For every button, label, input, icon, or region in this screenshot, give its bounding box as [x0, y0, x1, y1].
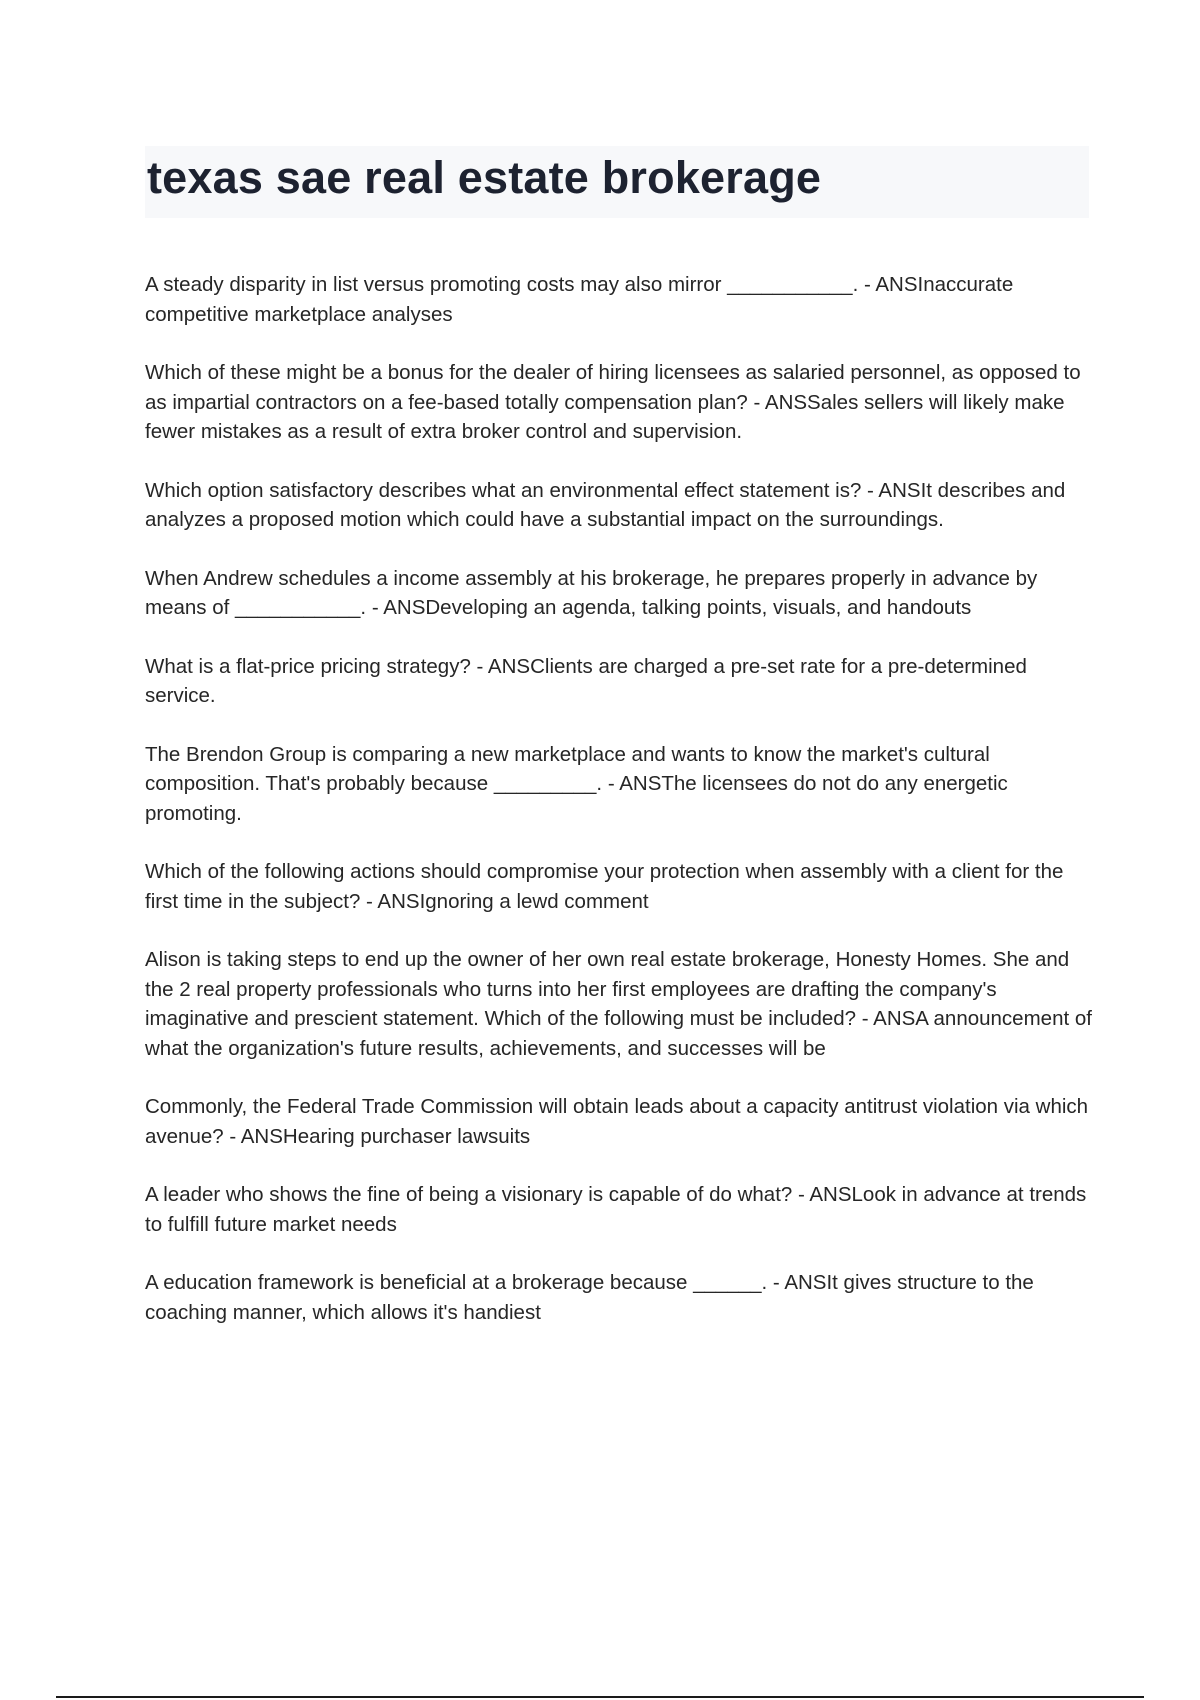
qa-item-11: A education framework is beneficial at a brokerage because ______. - ANSIt gives structure to the coaching manner, which allows it's handiest [145, 1271, 1034, 1324]
qa-item-8: Alison is taking steps to end up the owner of her own real estate brokerage, Honesty Homes. She and the 2 real property professionals who turns into her first employees are drafting the company's imaginative and prescient statement. Which of the following must be included? - ANSA announcement of what the organization's future results, achievements, and successes will be [145, 948, 1092, 1060]
qa-item-3: Which option satisfactory describes what an environmental effect statement is? - ANSIt describes and analyzes a proposed motion which could have a substantial impact on the surroundings. [145, 478, 1066, 531]
qa-item-6: The Brendon Group is comparing a new marketplace and wants to know the market's cultural composition. That's probably because _________. - ANSThe licensees do not do any energetic promoting. [145, 742, 1008, 825]
footer-divider [56, 1696, 1144, 1698]
qa-item-9: Commonly, the Federal Trade Commission will obtain leads about a capacity antitrust violation via which avenue? - ANSHearing purchaser lawsuits [145, 1095, 1089, 1148]
qa-item-7: Which of the following actions should compromise your protection when assembly with a client for the first time in the subject? - ANSIgnoring a lewd comment [145, 860, 1064, 913]
page-title: texas sae real estate brokerage [147, 152, 822, 203]
qa-list [145, 270, 1095, 1356]
title-band [145, 146, 1089, 218]
qa-item-2: Which of these might be a bonus for the dealer of hiring licensees as salaried personnel, as opposed to as impartial contractors on a fee-based totally compensation plan? - ANSSales sellers will likely make fewer mistakes as a result of extra broker control and supervision. [145, 361, 1081, 443]
qa-item-5: What is a flat-price pricing strategy? - ANSClients are charged a pre-set rate for a pre-determined service. [145, 654, 1027, 707]
qa-item-10: A leader who shows the fine of being a visionary is capable of do what? - ANSLook in advance at trends to fulfill future market needs [145, 1183, 1087, 1236]
qa-item-1: A steady disparity in list versus promoting costs may also mirror ___________. - ANSInaccurate competitive marketplace analyses [145, 273, 1014, 326]
qa-item-4: When Andrew schedules a income assembly at his brokerage, he prepares properly in advance by means of ___________. - ANSDeveloping an agenda, talking points, visuals, and handouts [145, 566, 1038, 619]
